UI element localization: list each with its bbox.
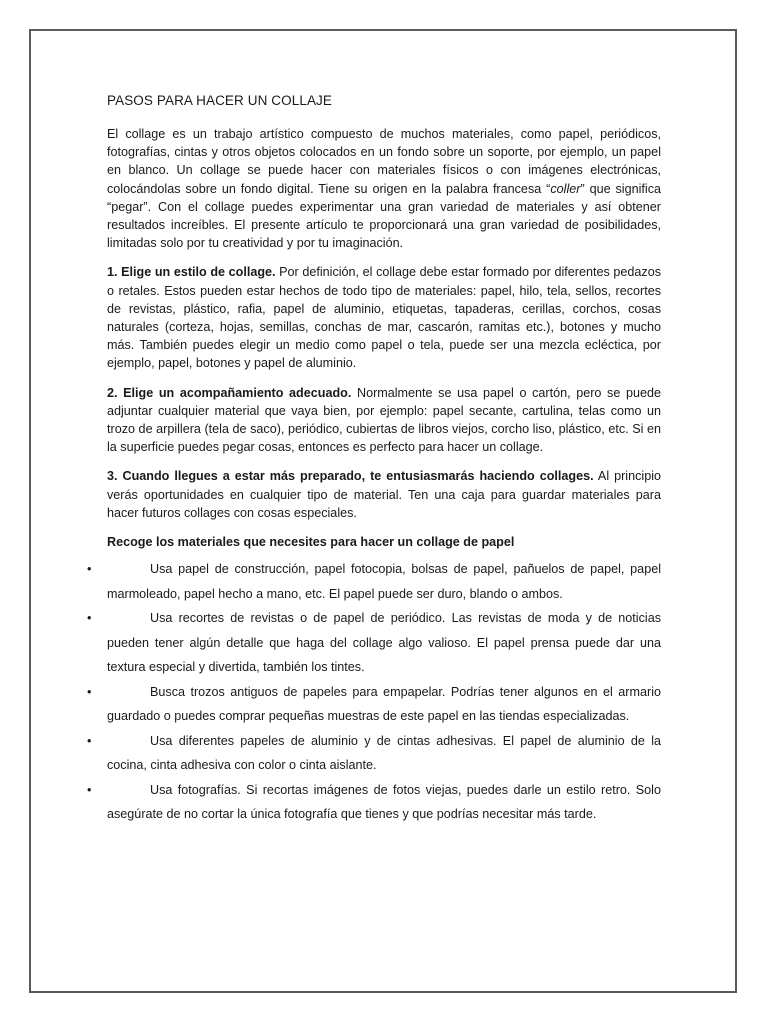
list-item bbox=[87, 778, 661, 827]
list-item-text: Busca trozos antiguos de papeles para empapelar. Podrías tener algunos en el armario guardado o puedes comprar pequeñas muestras de este papel en las tiendas especializadas. bbox=[107, 684, 661, 724]
list-item-text: Usa diferentes papeles de aluminio y de cintas adhesivas. El papel de aluminio de la cocina, cinta adhesiva con color o cinta aislante. bbox=[107, 733, 661, 773]
step-1-heading: 1. Elige un estilo de collage. bbox=[107, 265, 276, 280]
step-3-heading: 3. Cuando llegues a estar más preparado, te entusiasmarás haciendo collages. bbox=[107, 469, 594, 484]
bullet-icon: • bbox=[87, 562, 92, 577]
list-item-text: Usa recortes de revistas o de papel de periódico. Las revistas de moda y de noticias pueden tener algún detalle que haga del collage algo valioso. El papel prensa puede dar una textura especial y divertida, también los tintes. bbox=[107, 611, 661, 675]
bullet-icon: • bbox=[87, 611, 92, 626]
step-2-paragraph bbox=[107, 384, 661, 457]
list-item bbox=[87, 729, 661, 778]
step-3-text: Al principio verás oportunidades en cualquier tipo de material. Ten una caja para guardar materiales para hacer futuros collages con cosas especiales. bbox=[107, 469, 662, 520]
step-1-text: Por definición, el collage debe estar formado por diferentes pedazos o retales. Estos pueden estar hechos de todo tipo de materiales: papel, hilo, tela, sellos, recortes de revistas, plástico, rafia, papel de aluminio, etiquetas, tapaderas, cerillas, corchos, cosas naturales (corteza, hojas, semillas, conchas de mar, cascarón, ramitas etc.), botones y mucho más. También puedes elegir un medio como papel o tela, puede ser una mezcla ecléctica, por ejemplo, papel, botones y papel de aluminio. bbox=[107, 265, 661, 371]
intro-text-part1: El collage es un trabajo artístico compuesto de muchos materiales, como papel, periódicos, fotografías, cintas y otros objetos colocados en un fondo sobre un soporte, por ejemplo, un papel en blanco. Un collage se puede hacer con materiales físicos o con imágenes electrónicas, colocándolas sobre un fondo digital. Tiene su origen en la palabra francesa “ bbox=[107, 127, 661, 196]
bullet-icon: • bbox=[87, 733, 92, 748]
intro-text-part2: ” que significa “pegar”. Con el collage puedes experimentar una gran variedad de materiales y así obtener resultados increíbles. El presente artículo te proporcionará una gran variedad de posibilidades, limitadas solo por tu creatividad y por tu imaginación. bbox=[107, 181, 662, 251]
list-item bbox=[87, 557, 661, 606]
document-title: PASOS PARA HACER UN COLLAJE bbox=[107, 93, 333, 108]
list-item bbox=[87, 680, 661, 729]
step-3-paragraph bbox=[107, 467, 661, 522]
step-1-paragraph bbox=[107, 263, 661, 372]
intro-paragraph bbox=[107, 125, 661, 252]
materials-subheading: Recoge los materiales que necesites para hacer un collage de papel bbox=[107, 535, 515, 550]
intro-italic-word: coller bbox=[550, 181, 581, 196]
step-2-text: Normalmente se usa papel o cartón, pero se puede adjuntar cualquier material que vaya bien, por ejemplo: papel secante, cartulina, telas como un trozo de arpillera (tela de saco), periódico, cubiertas de libros viejos, corcho liso, plástico, etc. Si en la superficie puedes pegar cosas, entonces es perfecto para hacer un collage. bbox=[107, 385, 661, 455]
bullet-icon: • bbox=[87, 684, 92, 699]
bullet-icon: • bbox=[87, 782, 92, 797]
document-body bbox=[87, 93, 662, 827]
list-item-text: Usa fotografías. Si recortas imágenes de fotos viejas, puedes darle un estilo retro. Solo asegúrate de no cortar la única fotografía que tienes y que podrías necesitar más tarde. bbox=[107, 782, 661, 822]
list-item bbox=[87, 606, 661, 680]
step-2-heading: 2. Elige un acompañamiento adecuado. bbox=[107, 385, 352, 400]
materials-list bbox=[87, 557, 661, 827]
list-item-text: Usa papel de construcción, papel fotocopia, bolsas de papel, pañuelos de papel, papel marmoleado, papel hecho a mano, etc. El papel puede ser duro, blando o ambos. bbox=[107, 562, 661, 601]
document-page bbox=[29, 29, 737, 993]
